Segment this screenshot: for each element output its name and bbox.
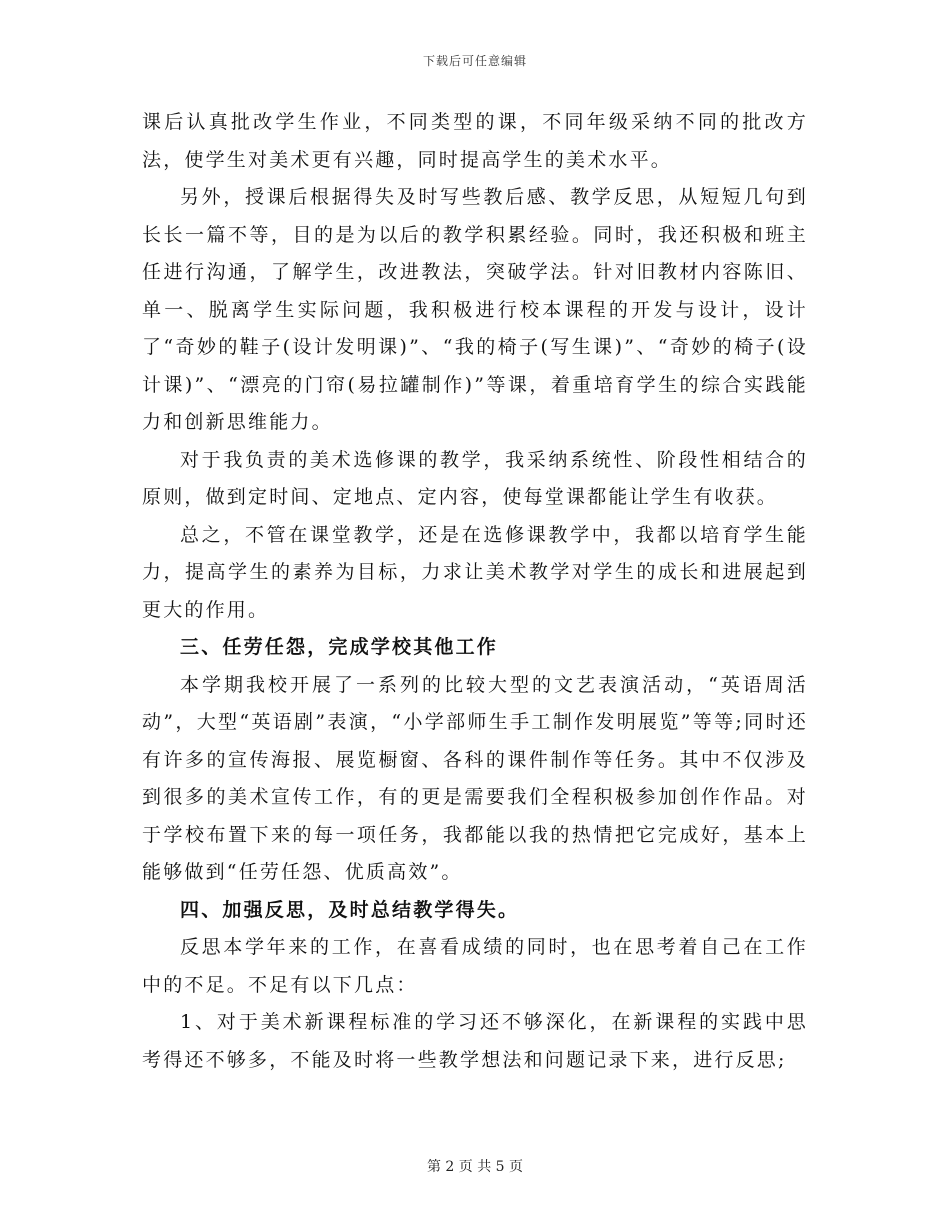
paragraph-school-activities: 本学期我校开展了一系列的比较大型的文艺表演活动，“英语周活动”，大型“英语剧”表演，“小学部师生手工制作发明展览”等等;同时还有许多的宣传海报、展览橱窗、各科的课件制作等任务。其中不仅涉及到很多的美术宣传工作，有的更是需要我们全程积极参加创作作品。对于学校布置下来的每一项任务，我都能以我的热情把它完成好，基本上能够做到“任劳任怨、优质高效”。 [142,673,808,883]
paragraph-summary: 总之，不管在课堂教学，还是在选修课教学中，我都以培育学生能力，提高学生的素养为目标，力求让美术教学对学生的成长和进展起到更大的作用。 [142,523,808,621]
section-heading-4: 四、加强反思，及时总结教学得失。 [180,898,520,921]
page-number-footer: 第 2 页 共 5 页 [426,1159,524,1175]
paragraph-shortcomings-intro: 反思本学年来的工作，在喜看成绩的同时，也在思考着自己在工作中的不足。不足有以下几点： [142,936,808,996]
section-heading-3: 三、任劳任怨，完成学校其他工作 [180,636,499,658]
document-body [142,104,808,1079]
paragraph-reflection-and-curriculum: 另外，授课后根据得失及时写些教后感、教学反思，从短短几句到长长一篇不等，目的是为以后的教学积累经验。同时，我还积极和班主任进行沟通，了解学生，改进教法，突破学法。针对旧教材内容陈旧、单一、脱离学生实际问题，我积极进行校本课程的开发与设计，设计了“奇妙的鞋子(设计发明课)”、“我的椅子(写生课)”、“奇妙的椅子(设计课)”、“漂亮的门帘(易拉罐制作)”等课，着重培育学生的综合实践能力和创新思维能力。 [142,186,808,433]
paragraph-shortcoming-1: 1、对于美术新课程标准的学习还不够深化，在新课程的实践中思考得还不够多，不能及时将一些教学想法和问题记录下来，进行反思; [142,1011,808,1071]
paragraph-elective-course: 对于我负责的美术选修课的教学，我采纳系统性、阶段性相结合的原则，做到定时间、定地点、定内容，使每堂课都能让学生有收获。 [142,448,808,508]
paragraph-grading: 课后认真批改学生作业，不同类型的课，不同年级采纳不同的批改方法，使学生对美术更有兴趣，同时提高学生的美术水平。 [142,111,808,171]
page-header: 下载后可任意编辑 [422,54,527,68]
